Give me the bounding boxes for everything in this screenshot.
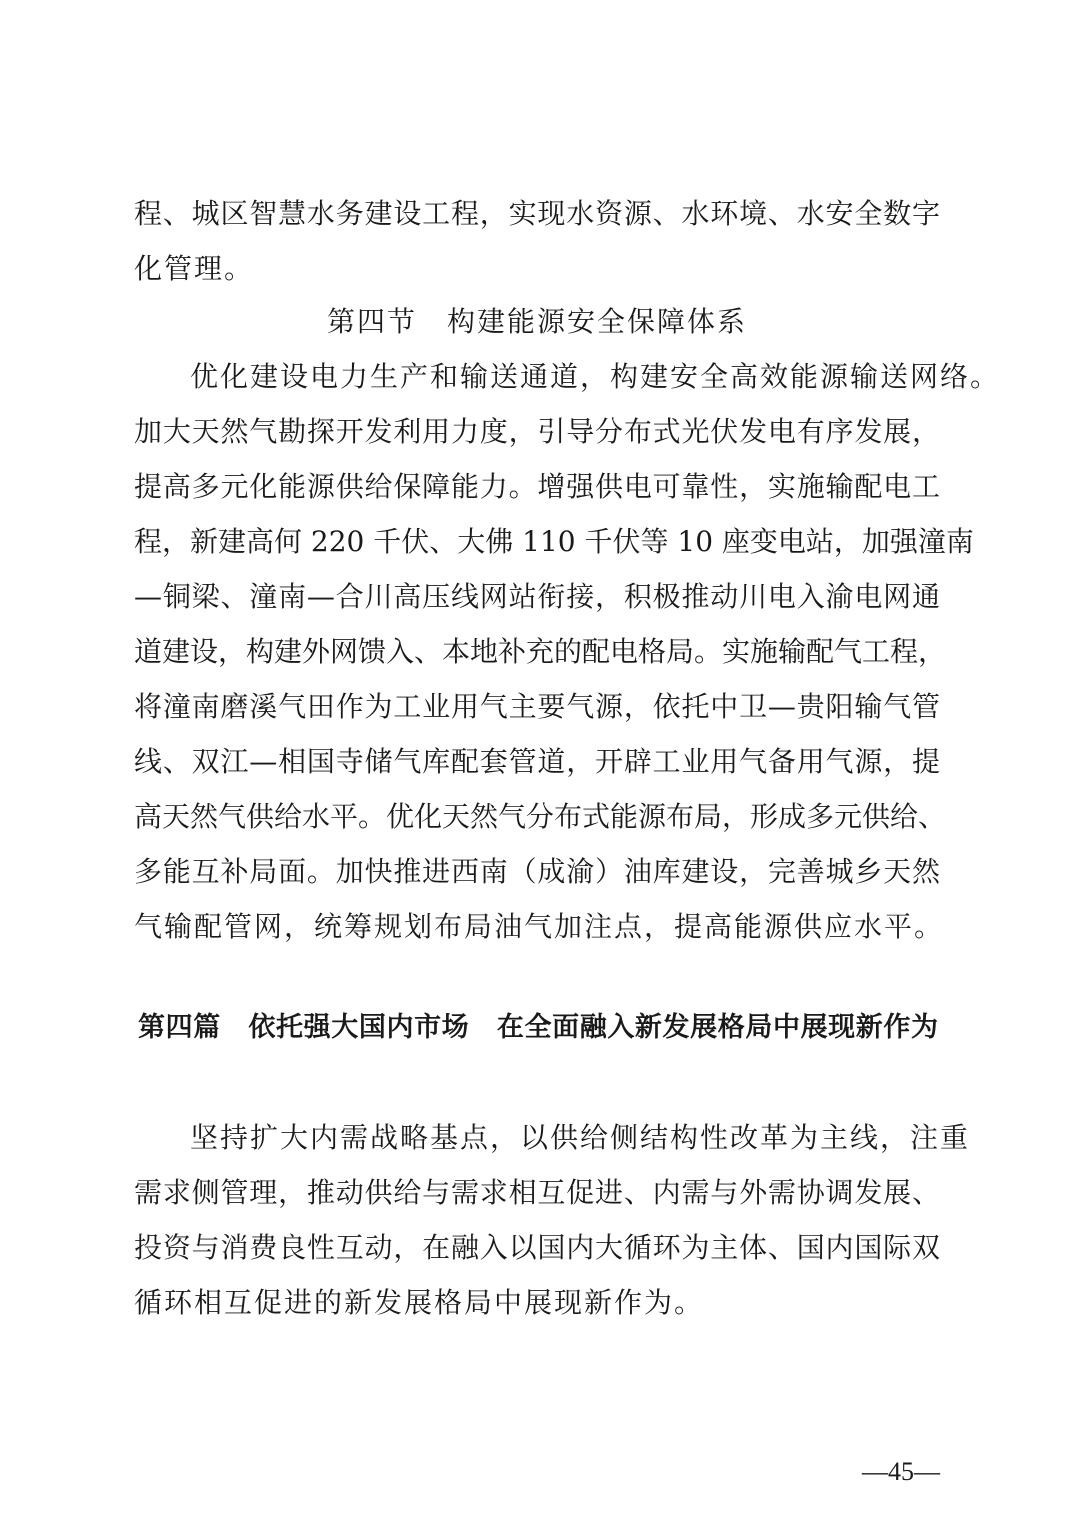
paragraph-line: 线、双江—相国寺储气库配套管道，开辟工业用气备用气源，提 <box>134 745 940 778</box>
continuation-line-2: 化管理。 <box>134 252 255 285</box>
paragraph-line: 投资与消费良性互动，在融入以国内大循环为主体、国内国际双 <box>134 1231 940 1264</box>
paragraph-line: 循环相互促进的新发展格局中展现新作为。 <box>134 1286 705 1319</box>
continuation-line-1: 程、城区智慧水务建设工程，实现水资源、水环境、水安全数字 <box>134 197 940 230</box>
paragraph-line: 优化建设电力生产和输送通道，构建安全高效能源输送网络。 <box>190 360 1001 393</box>
paragraph-line: 加大天然气勘探开发利用力度，引导分布式光伏发电有序发展， <box>134 415 940 448</box>
paragraph-line: 坚持扩大内需战略基点，以供给侧结构性改革为主线，注重 <box>190 1121 971 1154</box>
part-title: 第四篇 依托强大国内市场 在全面融入新发展格局中展现新作为 <box>138 1012 938 1043</box>
paragraph-line: 需求侧管理，推动供给与需求相互促进、内需与外需协调发展、 <box>134 1176 940 1209</box>
paragraph-line: 将潼南磨溪气田作为工业用气主要气源，依托中卫—贵阳输气管 <box>134 690 940 723</box>
paragraph-line: 提高多元化能源供给保障能力。增强供电可靠性，实施输配电工 <box>134 470 940 503</box>
section-title: 第四节 构建能源安全保障体系 <box>326 305 747 338</box>
paragraph-line: 程，新建高何 220 千伏、大佛 110 千伏等 10 座变电站，加强潼南 <box>134 525 974 558</box>
page-number: —45— <box>862 1457 940 1486</box>
paragraph-line: 多能互补局面。加快推进西南（成渝）油库建设，完善城乡天然 <box>134 855 940 888</box>
paragraph-line: 高天然气供给水平。优化天然气分布式能源布局，形成多元供给、 <box>134 800 947 833</box>
paragraph-line: 气输配管网，统筹规划布局油气加注点，提高能源供应水平。 <box>134 910 945 943</box>
paragraph-line: —铜梁、潼南—合川高压线网站衔接，积极推动川电入渝电网通 <box>134 580 940 613</box>
paragraph-line: 道建设，构建外网馈入、本地补充的配电格局。实施输配气工程， <box>134 635 947 668</box>
